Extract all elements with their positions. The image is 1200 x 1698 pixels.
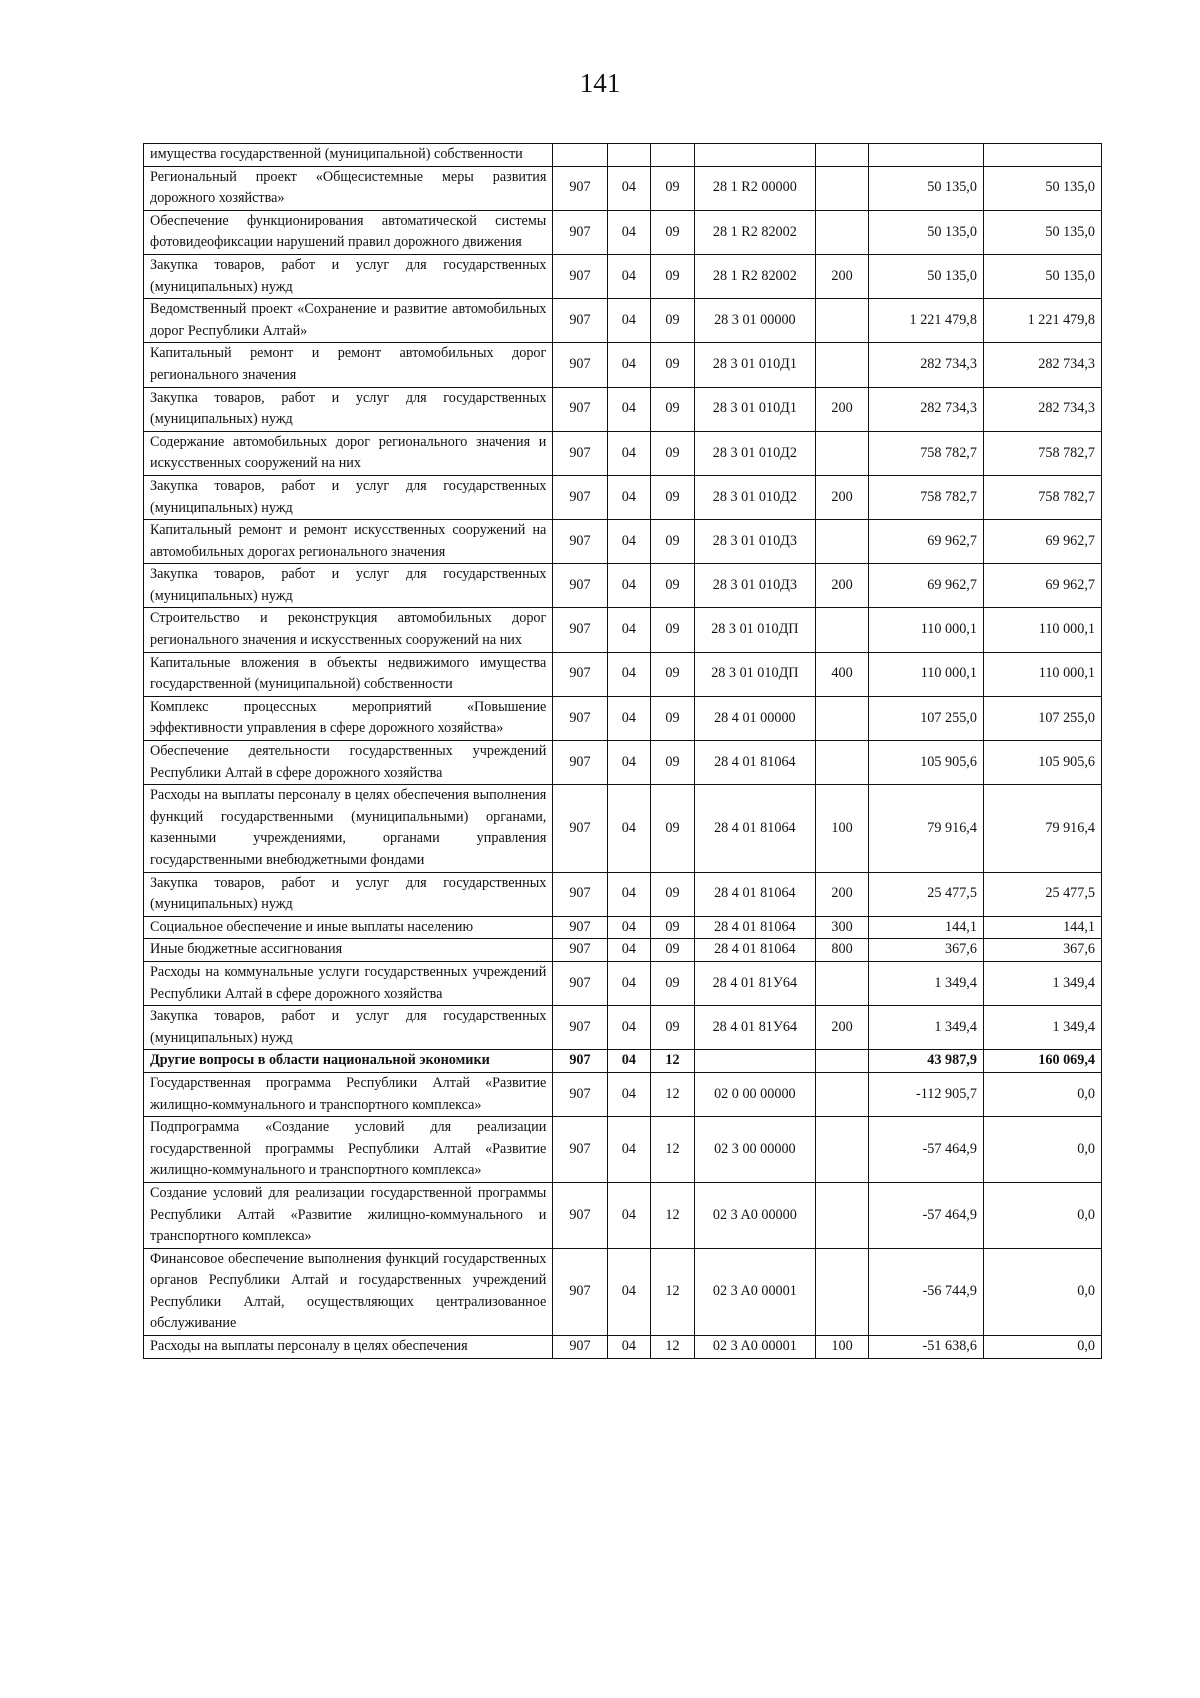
amount-2-cell: 79 916,4 — [983, 785, 1101, 872]
table-row — [144, 1117, 1102, 1183]
section-code-cell: 04 — [607, 1006, 651, 1050]
ministry-code-cell: 907 — [553, 961, 607, 1005]
target-article-cell: 02 3 A0 00001 — [694, 1248, 815, 1335]
subsection-code-cell: 12 — [651, 1117, 695, 1183]
expense-type-cell: 800 — [815, 939, 868, 962]
amount-2-cell: 1 221 479,8 — [983, 299, 1101, 343]
ministry-code-cell: 907 — [553, 387, 607, 431]
table-row — [144, 1336, 1102, 1359]
subsection-code-cell: 09 — [651, 608, 695, 652]
target-article-cell: 02 0 00 00000 — [694, 1072, 815, 1116]
row-name-cell: Расходы на выплаты персоналу в целях обеспечения выполнения функций государственными (муниципальными) органами, казенными учреждениями, органами управления государственными внебюджетными фондами — [144, 785, 553, 872]
target-article-cell: 28 3 01 010Д3 — [694, 564, 815, 608]
row-name-cell: Финансовое обеспечение выполнения функций государственных органов Республики Алтай и государственных учреждений Республики Алтай, осуществляющих централизованное обслуживание — [144, 1248, 553, 1335]
amount-2-cell: 367,6 — [983, 939, 1101, 962]
row-name-cell: имущества государственной (муниципальной) собственности — [144, 144, 553, 167]
section-code-cell: 04 — [607, 254, 651, 298]
amount-2-cell: 1 349,4 — [983, 961, 1101, 1005]
subsection-code-cell: 12 — [651, 1050, 695, 1073]
amount-2-cell: 0,0 — [983, 1117, 1101, 1183]
target-article-cell: 28 4 01 81064 — [694, 785, 815, 872]
expense-type-cell — [815, 1117, 868, 1183]
table-row — [144, 1182, 1102, 1248]
expense-type-cell: 200 — [815, 1006, 868, 1050]
target-article-cell: 28 1 R2 82002 — [694, 210, 815, 254]
expense-type-cell: 400 — [815, 652, 868, 696]
expense-type-cell — [815, 741, 868, 785]
target-article-cell — [694, 144, 815, 167]
section-code-cell: 04 — [607, 696, 651, 740]
section-code-cell: 04 — [607, 961, 651, 1005]
row-name-cell: Обеспечение деятельности государственных учреждений Республики Алтай в сфере дорожного хозяйства — [144, 741, 553, 785]
table-row — [144, 387, 1102, 431]
amount-1-cell: 50 135,0 — [869, 254, 984, 298]
expense-type-cell — [815, 696, 868, 740]
target-article-cell: 28 3 01 010ДП — [694, 608, 815, 652]
amount-1-cell: 79 916,4 — [869, 785, 984, 872]
ministry-code-cell: 907 — [553, 1182, 607, 1248]
ministry-code-cell: 907 — [553, 916, 607, 939]
target-article-cell: 28 3 01 010ДП — [694, 652, 815, 696]
subsection-code-cell: 12 — [651, 1072, 695, 1116]
ministry-code-cell: 907 — [553, 1248, 607, 1335]
target-article-cell: 02 3 A0 00000 — [694, 1182, 815, 1248]
section-code-cell: 04 — [607, 1050, 651, 1073]
row-name-cell: Содержание автомобильных дорог регионального значения и искусственных сооружений на них — [144, 431, 553, 475]
target-article-cell: 28 3 01 010Д3 — [694, 520, 815, 564]
row-name-cell: Закупка товаров, работ и услуг для государственных (муниципальных) нужд — [144, 475, 553, 519]
amount-1-cell: 110 000,1 — [869, 608, 984, 652]
expense-type-cell — [815, 520, 868, 564]
subsection-code-cell: 09 — [651, 254, 695, 298]
table-row — [144, 872, 1102, 916]
target-article-cell: 02 3 A0 00001 — [694, 1336, 815, 1359]
ministry-code-cell: 907 — [553, 1336, 607, 1359]
subsection-code-cell: 09 — [651, 520, 695, 564]
amount-2-cell: 0,0 — [983, 1072, 1101, 1116]
section-code-cell: 04 — [607, 166, 651, 210]
subsection-code-cell: 09 — [651, 916, 695, 939]
budget-table — [143, 143, 1102, 1359]
subsection-code-cell: 09 — [651, 564, 695, 608]
table-row — [144, 1006, 1102, 1050]
ministry-code-cell: 907 — [553, 872, 607, 916]
table-row — [144, 564, 1102, 608]
expense-type-cell: 300 — [815, 916, 868, 939]
subsection-code-cell — [651, 144, 695, 167]
row-name-cell: Подпрограмма «Создание условий для реализации государственной программы Республики Алтай «Развитие жилищно-коммунального и транспортного комплекса» — [144, 1117, 553, 1183]
table-row — [144, 520, 1102, 564]
expense-type-cell — [815, 431, 868, 475]
amount-1-cell: 282 734,3 — [869, 343, 984, 387]
expense-type-cell — [815, 1050, 868, 1073]
amount-1-cell: 50 135,0 — [869, 210, 984, 254]
expense-type-cell: 200 — [815, 872, 868, 916]
amount-2-cell: 69 962,7 — [983, 564, 1101, 608]
table-row — [144, 299, 1102, 343]
row-name-cell: Капитальный ремонт и ремонт искусственных сооружений на автомобильных дорогах регионального значения — [144, 520, 553, 564]
amount-1-cell: -57 464,9 — [869, 1182, 984, 1248]
target-article-cell: 28 4 01 81064 — [694, 872, 815, 916]
amount-2-cell: 50 135,0 — [983, 166, 1101, 210]
amount-2-cell: 282 734,3 — [983, 387, 1101, 431]
section-code-cell: 04 — [607, 1117, 651, 1183]
expense-type-cell — [815, 299, 868, 343]
amount-1-cell: 25 477,5 — [869, 872, 984, 916]
amount-2-cell: 50 135,0 — [983, 254, 1101, 298]
table-row — [144, 1072, 1102, 1116]
subsection-code-cell: 09 — [651, 299, 695, 343]
subsection-code-cell: 09 — [651, 652, 695, 696]
expense-type-cell — [815, 1072, 868, 1116]
ministry-code-cell: 907 — [553, 299, 607, 343]
target-article-cell: 28 1 R2 82002 — [694, 254, 815, 298]
ministry-code-cell: 907 — [553, 696, 607, 740]
section-code-cell: 04 — [607, 608, 651, 652]
row-name-cell: Региональный проект «Общесистемные меры развития дорожного хозяйства» — [144, 166, 553, 210]
row-name-cell: Создание условий для реализации государственной программы Республики Алтай «Развитие жилищно-коммунального и транспортного комплекса» — [144, 1182, 553, 1248]
table-row — [144, 916, 1102, 939]
section-code-cell: 04 — [607, 210, 651, 254]
amount-1-cell: 110 000,1 — [869, 652, 984, 696]
expense-type-cell: 200 — [815, 475, 868, 519]
expense-type-cell — [815, 166, 868, 210]
ministry-code-cell: 907 — [553, 939, 607, 962]
row-name-cell: Закупка товаров, работ и услуг для государственных (муниципальных) нужд — [144, 254, 553, 298]
amount-1-cell: 1 349,4 — [869, 961, 984, 1005]
ministry-code-cell: 907 — [553, 741, 607, 785]
row-name-cell: Другие вопросы в области национальной экономики — [144, 1050, 553, 1073]
ministry-code-cell: 907 — [553, 254, 607, 298]
ministry-code-cell: 907 — [553, 1006, 607, 1050]
section-code-cell: 04 — [607, 520, 651, 564]
amount-2-cell: 0,0 — [983, 1248, 1101, 1335]
row-name-cell: Ведомственный проект «Сохранение и развитие автомобильных дорог Республики Алтай» — [144, 299, 553, 343]
table-row — [144, 608, 1102, 652]
expense-type-cell: 200 — [815, 387, 868, 431]
subsection-code-cell: 09 — [651, 741, 695, 785]
subsection-code-cell: 12 — [651, 1336, 695, 1359]
section-code-cell: 04 — [607, 1072, 651, 1116]
page-number: 141 — [579, 68, 621, 98]
table-row — [144, 166, 1102, 210]
ministry-code-cell: 907 — [553, 520, 607, 564]
table-row — [144, 652, 1102, 696]
expense-type-cell — [815, 608, 868, 652]
ministry-code-cell: 907 — [553, 210, 607, 254]
row-name-cell: Закупка товаров, работ и услуг для государственных (муниципальных) нужд — [144, 1006, 553, 1050]
amount-2-cell: 0,0 — [983, 1182, 1101, 1248]
row-name-cell: Закупка товаров, работ и услуг для государственных (муниципальных) нужд — [144, 564, 553, 608]
ministry-code-cell: 907 — [553, 343, 607, 387]
amount-1-cell: -51 638,6 — [869, 1336, 984, 1359]
section-code-cell: 04 — [607, 872, 651, 916]
ministry-code-cell: 907 — [553, 1072, 607, 1116]
table-row — [144, 431, 1102, 475]
amount-2-cell: 50 135,0 — [983, 210, 1101, 254]
table-row — [144, 475, 1102, 519]
subsection-code-cell: 09 — [651, 431, 695, 475]
subsection-code-cell: 09 — [651, 696, 695, 740]
amount-1-cell: 367,6 — [869, 939, 984, 962]
subsection-code-cell: 09 — [651, 1006, 695, 1050]
amount-1-cell: 758 782,7 — [869, 475, 984, 519]
row-name-cell: Обеспечение функционирования автоматической системы фотовидеофиксации нарушений правил дорожного движения — [144, 210, 553, 254]
amount-1-cell: 282 734,3 — [869, 387, 984, 431]
expense-type-cell: 200 — [815, 254, 868, 298]
target-article-cell: 28 4 01 81064 — [694, 741, 815, 785]
row-name-cell: Закупка товаров, работ и услуг для государственных (муниципальных) нужд — [144, 387, 553, 431]
subsection-code-cell: 09 — [651, 939, 695, 962]
ministry-code-cell: 907 — [553, 475, 607, 519]
amount-1-cell: 69 962,7 — [869, 564, 984, 608]
target-article-cell — [694, 1050, 815, 1073]
table-row — [144, 343, 1102, 387]
target-article-cell: 28 3 01 010Д2 — [694, 475, 815, 519]
amount-2-cell: 144,1 — [983, 916, 1101, 939]
amount-2-cell: 282 734,3 — [983, 343, 1101, 387]
table-row — [144, 144, 1102, 167]
amount-1-cell: 758 782,7 — [869, 431, 984, 475]
table-row — [144, 1248, 1102, 1335]
amount-1-cell: 144,1 — [869, 916, 984, 939]
row-name-cell: Иные бюджетные ассигнования — [144, 939, 553, 962]
row-name-cell: Строительство и реконструкция автомобильных дорог регионального значения и искусственных сооружений на них — [144, 608, 553, 652]
amount-2-cell: 110 000,1 — [983, 608, 1101, 652]
expense-type-cell — [815, 210, 868, 254]
subsection-code-cell: 12 — [651, 1248, 695, 1335]
table-row — [144, 785, 1102, 872]
table-row — [144, 1050, 1102, 1073]
amount-2-cell: 105 905,6 — [983, 741, 1101, 785]
subsection-code-cell: 09 — [651, 343, 695, 387]
row-name-cell: Закупка товаров, работ и услуг для государственных (муниципальных) нужд — [144, 872, 553, 916]
target-article-cell: 28 4 01 81У64 — [694, 961, 815, 1005]
subsection-code-cell: 09 — [651, 475, 695, 519]
table-row — [144, 741, 1102, 785]
subsection-code-cell: 09 — [651, 872, 695, 916]
section-code-cell: 04 — [607, 785, 651, 872]
ministry-code-cell: 907 — [553, 652, 607, 696]
subsection-code-cell: 09 — [651, 961, 695, 1005]
section-code-cell: 04 — [607, 1336, 651, 1359]
section-code-cell: 04 — [607, 652, 651, 696]
amount-1-cell — [869, 144, 984, 167]
target-article-cell: 28 4 01 00000 — [694, 696, 815, 740]
subsection-code-cell: 09 — [651, 785, 695, 872]
row-name-cell: Капитальный ремонт и ремонт автомобильных дорог регионального значения — [144, 343, 553, 387]
ministry-code-cell: 907 — [553, 1050, 607, 1073]
amount-1-cell: 43 987,9 — [869, 1050, 984, 1073]
amount-1-cell: -112 905,7 — [869, 1072, 984, 1116]
target-article-cell: 28 3 01 010Д1 — [694, 343, 815, 387]
expense-type-cell: 200 — [815, 564, 868, 608]
amount-1-cell: 105 905,6 — [869, 741, 984, 785]
section-code-cell: 04 — [607, 299, 651, 343]
section-code-cell — [607, 144, 651, 167]
amount-1-cell: 107 255,0 — [869, 696, 984, 740]
section-code-cell: 04 — [607, 916, 651, 939]
amount-2-cell: 25 477,5 — [983, 872, 1101, 916]
amount-2-cell — [983, 144, 1101, 167]
amount-1-cell: 1 221 479,8 — [869, 299, 984, 343]
table-row — [144, 254, 1102, 298]
ministry-code-cell: 907 — [553, 608, 607, 652]
target-article-cell: 28 4 01 81064 — [694, 939, 815, 962]
section-code-cell: 04 — [607, 1182, 651, 1248]
amount-2-cell: 1 349,4 — [983, 1006, 1101, 1050]
section-code-cell: 04 — [607, 431, 651, 475]
amount-2-cell: 107 255,0 — [983, 696, 1101, 740]
subsection-code-cell: 09 — [651, 387, 695, 431]
row-name-cell: Расходы на коммунальные услуги государственных учреждений Республики Алтай в сфере дорожного хозяйства — [144, 961, 553, 1005]
section-code-cell: 04 — [607, 343, 651, 387]
subsection-code-cell: 09 — [651, 210, 695, 254]
target-article-cell: 28 3 01 010Д2 — [694, 431, 815, 475]
amount-1-cell: -56 744,9 — [869, 1248, 984, 1335]
amount-2-cell: 0,0 — [983, 1336, 1101, 1359]
ministry-code-cell — [553, 144, 607, 167]
section-code-cell: 04 — [607, 939, 651, 962]
amount-2-cell: 758 782,7 — [983, 431, 1101, 475]
expense-type-cell — [815, 144, 868, 167]
amount-1-cell: 1 349,4 — [869, 1006, 984, 1050]
ministry-code-cell: 907 — [553, 431, 607, 475]
section-code-cell: 04 — [607, 387, 651, 431]
table-row — [144, 939, 1102, 962]
table-row — [144, 210, 1102, 254]
section-code-cell: 04 — [607, 741, 651, 785]
ministry-code-cell: 907 — [553, 785, 607, 872]
ministry-code-cell: 907 — [553, 1117, 607, 1183]
subsection-code-cell: 09 — [651, 166, 695, 210]
section-code-cell: 04 — [607, 475, 651, 519]
amount-2-cell: 110 000,1 — [983, 652, 1101, 696]
section-code-cell: 04 — [607, 564, 651, 608]
amount-2-cell: 758 782,7 — [983, 475, 1101, 519]
expense-type-cell: 100 — [815, 785, 868, 872]
target-article-cell: 28 1 R2 00000 — [694, 166, 815, 210]
expense-type-cell — [815, 343, 868, 387]
row-name-cell: Капитальные вложения в объекты недвижимого имущества государственной (муниципальной) собственности — [144, 652, 553, 696]
amount-1-cell: -57 464,9 — [869, 1117, 984, 1183]
expense-type-cell — [815, 961, 868, 1005]
row-name-cell: Комплекс процессных мероприятий «Повышение эффективности управления в сфере дорожного хозяйства» — [144, 696, 553, 740]
target-article-cell: 28 3 01 010Д1 — [694, 387, 815, 431]
amount-1-cell: 69 962,7 — [869, 520, 984, 564]
expense-type-cell: 100 — [815, 1336, 868, 1359]
target-article-cell: 02 3 00 00000 — [694, 1117, 815, 1183]
row-name-cell: Государственная программа Республики Алтай «Развитие жилищно-коммунального и транспортного комплекса» — [144, 1072, 553, 1116]
expense-type-cell — [815, 1248, 868, 1335]
target-article-cell: 28 4 01 81064 — [694, 916, 815, 939]
table-row — [144, 696, 1102, 740]
ministry-code-cell: 907 — [553, 166, 607, 210]
amount-1-cell: 50 135,0 — [869, 166, 984, 210]
table-row — [144, 961, 1102, 1005]
ministry-code-cell: 907 — [553, 564, 607, 608]
target-article-cell: 28 3 01 00000 — [694, 299, 815, 343]
row-name-cell: Расходы на выплаты персоналу в целях обеспечения — [144, 1336, 553, 1359]
section-code-cell: 04 — [607, 1248, 651, 1335]
expense-type-cell — [815, 1182, 868, 1248]
target-article-cell: 28 4 01 81У64 — [694, 1006, 815, 1050]
subsection-code-cell: 12 — [651, 1182, 695, 1248]
amount-2-cell: 69 962,7 — [983, 520, 1101, 564]
row-name-cell: Социальное обеспечение и иные выплаты населению — [144, 916, 553, 939]
amount-2-cell: 160 069,4 — [983, 1050, 1101, 1073]
